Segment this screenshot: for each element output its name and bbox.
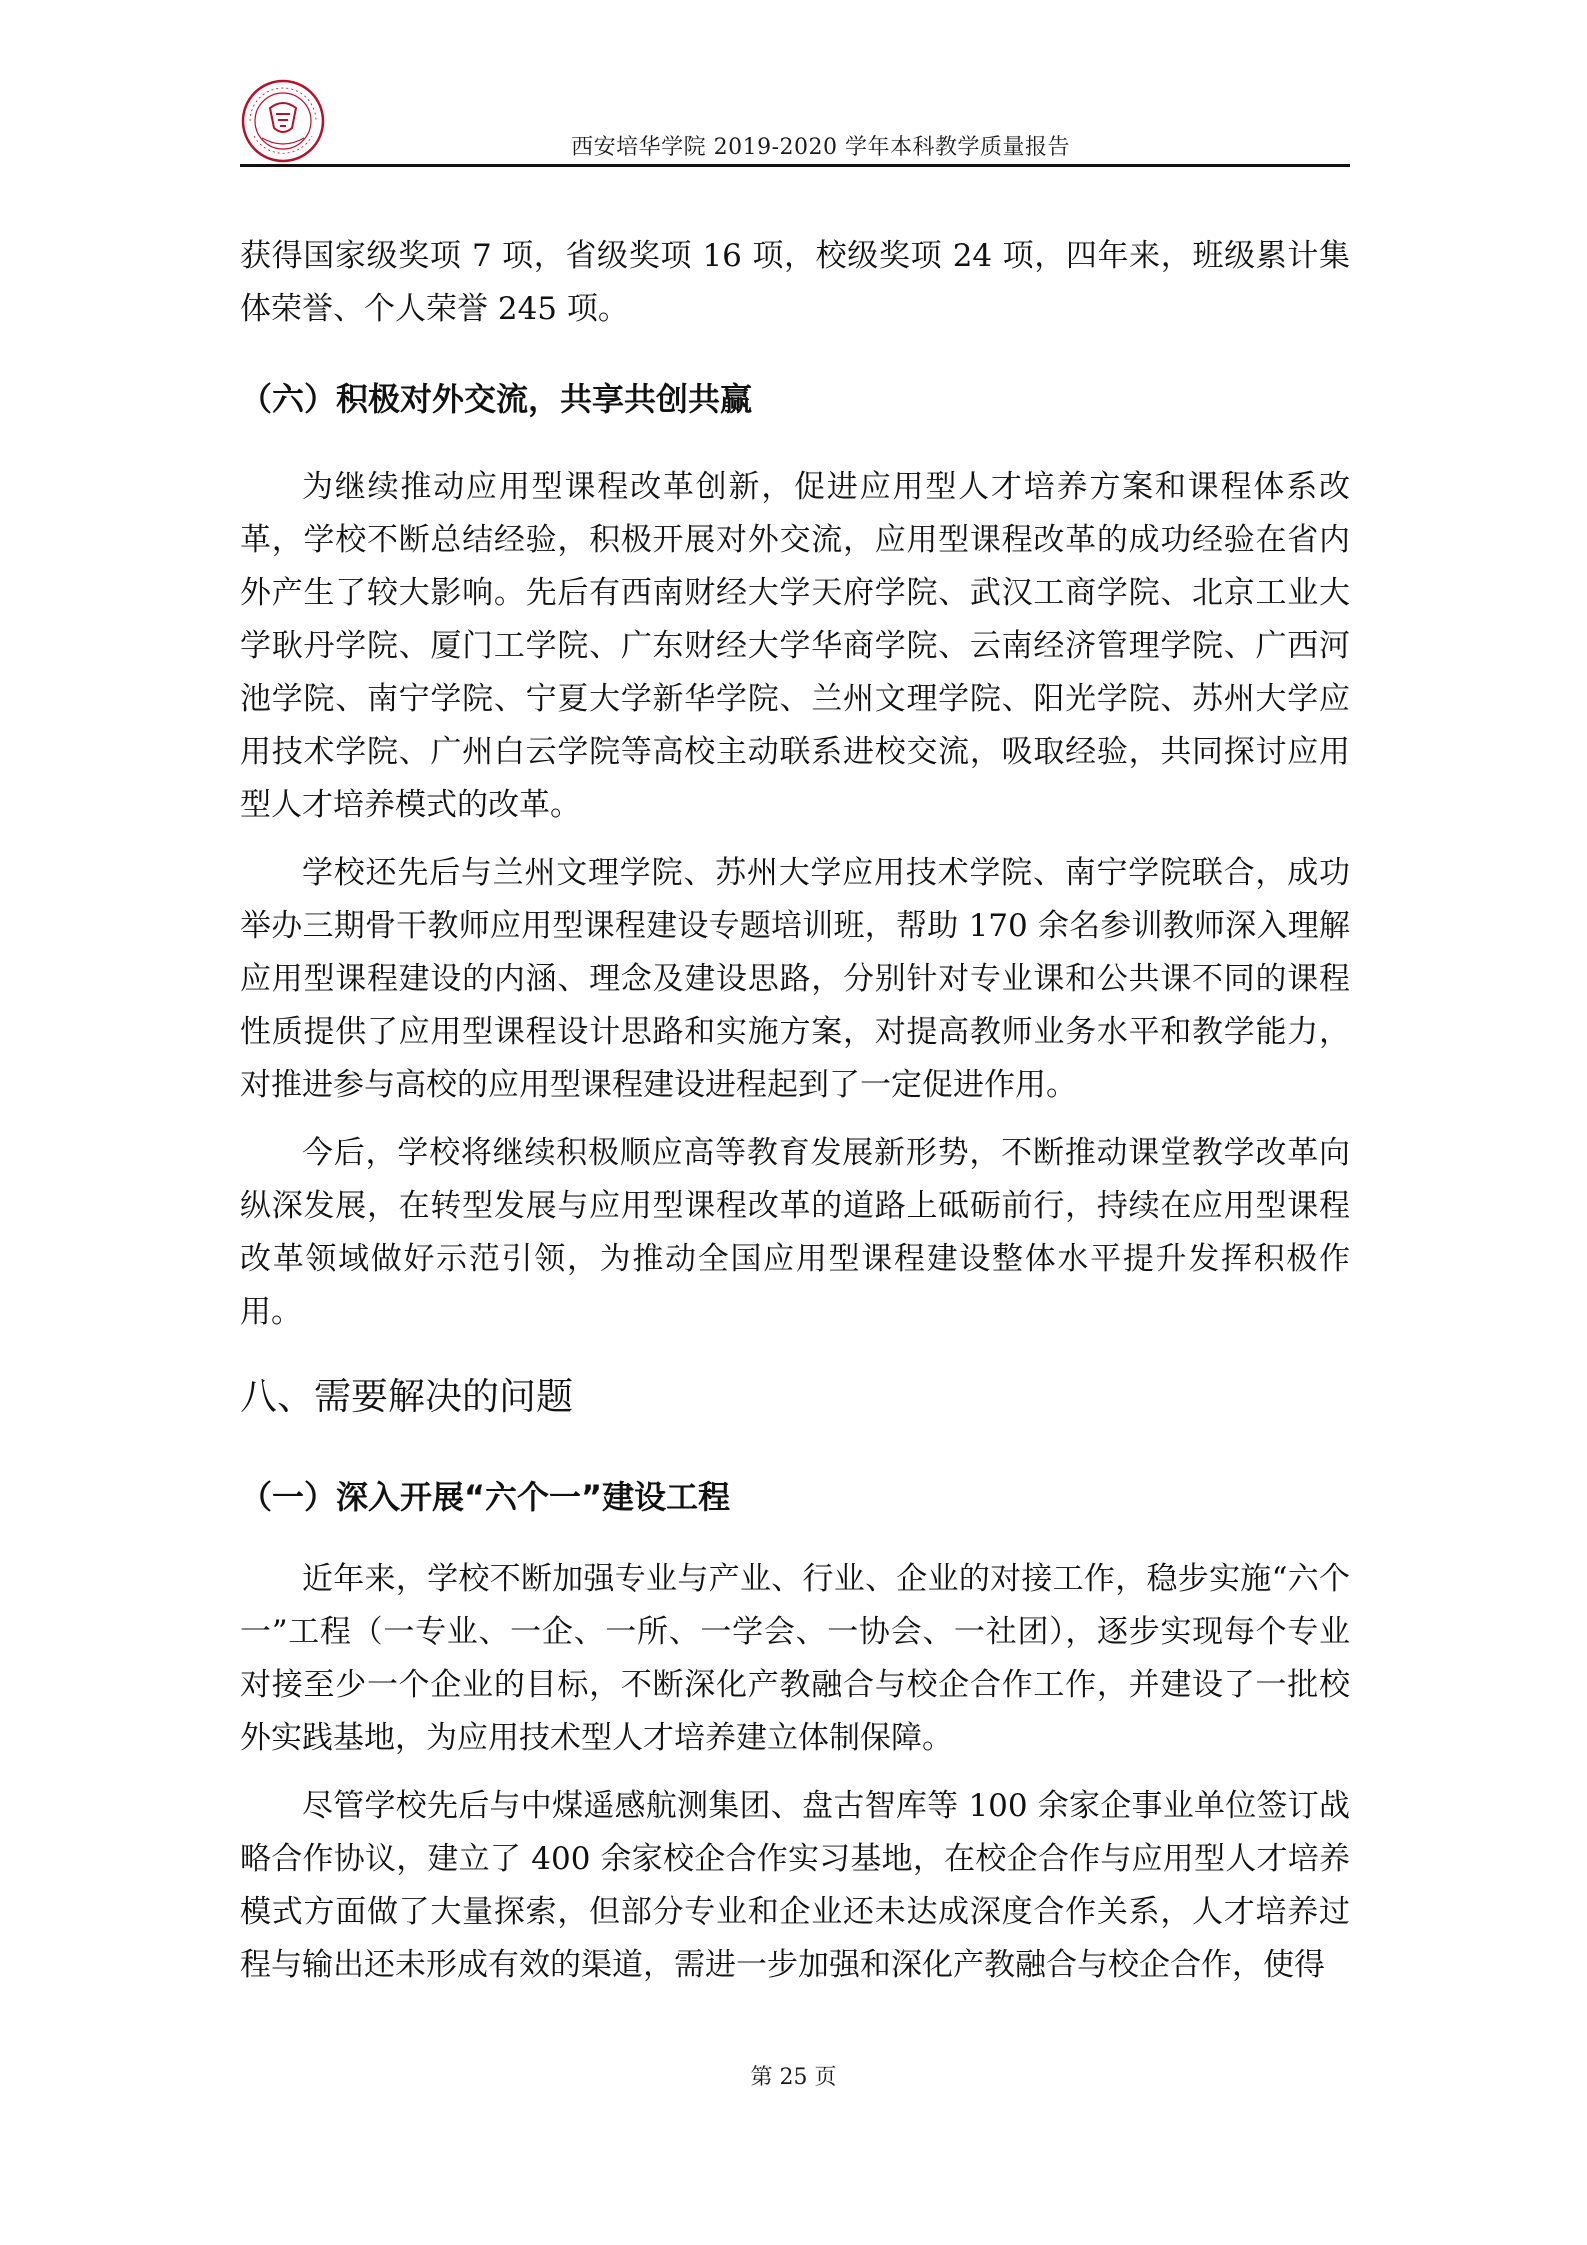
paragraph-cooperation: 尽管学校先后与中煤遥感航测集团、盘古智库等 100 余家企事业单位签订战略合作协议，建立了 400 余家校企合作实习基地，在校企合作与应用型人才培养模式方面做了大量探索，但部分专业和企业还未达成深度合作关系，人才培养过程与输出还未形成有效的渠道，需进一步加强和深化产教融合与校企合作，使得 bbox=[240, 1788, 1350, 1983]
subsection-heading-one: （一）深入开展“六个一”建设工程 bbox=[240, 1478, 731, 1516]
page-header bbox=[240, 78, 1350, 168]
section-heading-eight: 八、需要解决的问题 bbox=[240, 1375, 573, 1418]
paragraph-future: 今后，学校将继续积极顺应高等教育发展新形势，不断推动课堂教学改革向纵深发展，在转型发展与应用型课程改革的道路上砥砺前行，持续在应用型课程改革领域做好示范引领，为推动全国应用型课程建设整体水平提升发挥积极作用。 bbox=[240, 1135, 1350, 1330]
paragraph-awards: 获得国家级奖项 7 项，省级奖项 16 项，校级奖项 24 项，四年来，班级累计集体荣誉、个人荣誉 245 项。 bbox=[240, 238, 1350, 327]
subsection-heading-six: （六）积极对外交流，共享共创共赢 bbox=[240, 380, 753, 418]
university-seal-logo bbox=[240, 78, 326, 164]
header-divider bbox=[240, 164, 1350, 167]
paragraph-training: 学校还先后与兰州文理学院、苏州大学应用技术学院、南宁学院联合，成功举办三期骨干教师应用型课程建设专题培训班，帮助 170 余名参训教师深入理解应用型课程建设的内涵、理念及建设思路，分别针对专业课和公共课不同的课程性质提供了应用型课程设计思路和实施方案，对提高教师业务水平和教学能力，对推进参与高校的应用型课程建设进程起到了一定促进作用。 bbox=[240, 855, 1350, 1103]
paragraph-six-ones: 近年来，学校不断加强专业与产业、行业、企业的对接工作，稳步实施“六个一”工程（一专业、一企、一所、一学会、一协会、一社团），逐步实现每个专业对接至少一个企业的目标，不断深化产教融合与校企合作工作，并建设了一批校外实践基地，为应用技术型人才培养建立体制保障。 bbox=[240, 1561, 1350, 1756]
paragraph-exchange: 为继续推动应用型课程改革创新，促进应用型人才培养方案和课程体系改革，学校不断总结经验，积极开展对外交流，应用型课程改革的成功经验在省内外产生了较大影响。先后有西南财经大学天府学院、武汉工商学院、北京工业大学耿丹学院、厦门工学院、广东财经大学华商学院、云南经济管理学院、广西河池学院、南宁学院、宁夏大学新华学院、兰州文理学院、阳光学院、苏州大学应用技术学院、广州白云学院等高校主动联系进校交流，吸取经验，共同探讨应用型人才培养模式的改革。 bbox=[240, 469, 1350, 823]
report-header-title: 西安培华学院 2019-2020 学年本科教学质量报告 bbox=[571, 135, 1070, 160]
page-body bbox=[240, 230, 1350, 1992]
page-number: 第 25 页 bbox=[750, 2065, 837, 2090]
